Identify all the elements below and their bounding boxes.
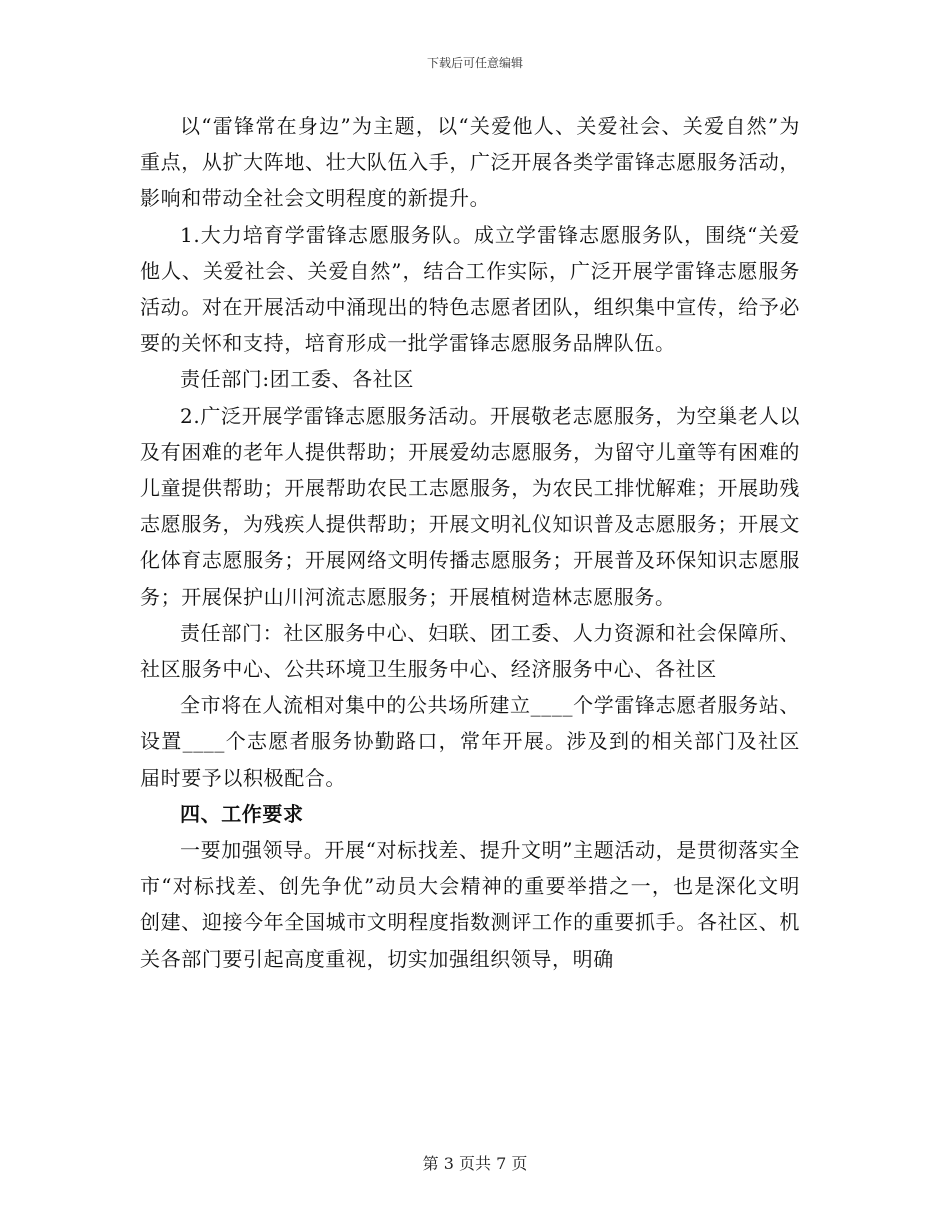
section-heading-work-requirements: 四、工作要求 [180,801,304,826]
responsible-dept-2: 责任部门：社区服务中心、妇联、团工委、人力资源和社会保障所、社区服务中心、公共环境卫生服务中心、经济服务中心、各社区 [140,620,800,682]
leadership-paragraph: 一要加强领导。开展“对标找差、提升文明”主题活动，是贯彻落实全市“对标找差、创先争优”动员大会精神的重要举措之一，也是深化文明创建、迎接今年全国城市文明程度指数测评工作的重要抓手。各社区、机关各部门要引起高度重视，切实加强组织领导，明确 [140,838,800,971]
item-2-paragraph: 2.广泛开展学雷锋志愿服务活动。开展敬老志愿服务，为空巢老人以及有困难的老年人提供帮助；开展爱幼志愿服务，为留守儿童等有困难的儿童提供帮助；开展帮助农民工志愿服务，为农民工排忧解难；开展助残志愿服务，为残疾人提供帮助；开展文明礼仪知识普及志愿服务；开展文化体育志愿服务；开展网络文明传播志愿服务；开展普及环保知识志愿服务；开展保护山川河流志愿服务；开展植树造林志愿服务。 [140,403,800,609]
page-footer: 第 3 页共 7 页 [422,1154,528,1173]
item-1-paragraph: 1.大力培育学雷锋志愿服务队。成立学雷锋志愿服务队，围绕“关爱他人、关爱社会、关爱自然”，结合工作实际，广泛开展学雷锋志愿服务活动。对在开展活动中涌现出的特色志愿者团队，组织集中宣传，给予必要的关怀和支持，培育形成一批学雷锋志愿服务品牌队伍。 [140,222,800,356]
intro-paragraph: 以“雷锋常在身边”为主题，以“关爱他人、关爱社会、关爱自然”为重点，从扩大阵地、壮大队伍入手，广泛开展各类学雷锋志愿服务活动，影响和带动全社会文明程度的新提升。 [140,114,800,211]
document-body [140,108,800,977]
responsible-dept-1: 责任部门:团工委、各社区 [180,367,414,392]
page-header: 下载后可任意编辑 [426,56,523,70]
service-station-paragraph: 全市将在人流相对集中的公共场所建立____个学雷锋志愿者服务站、设置____个志愿者服务协勤路口，常年开展。涉及到的相关部门及社区届时要予以积极配合。 [140,693,800,790]
